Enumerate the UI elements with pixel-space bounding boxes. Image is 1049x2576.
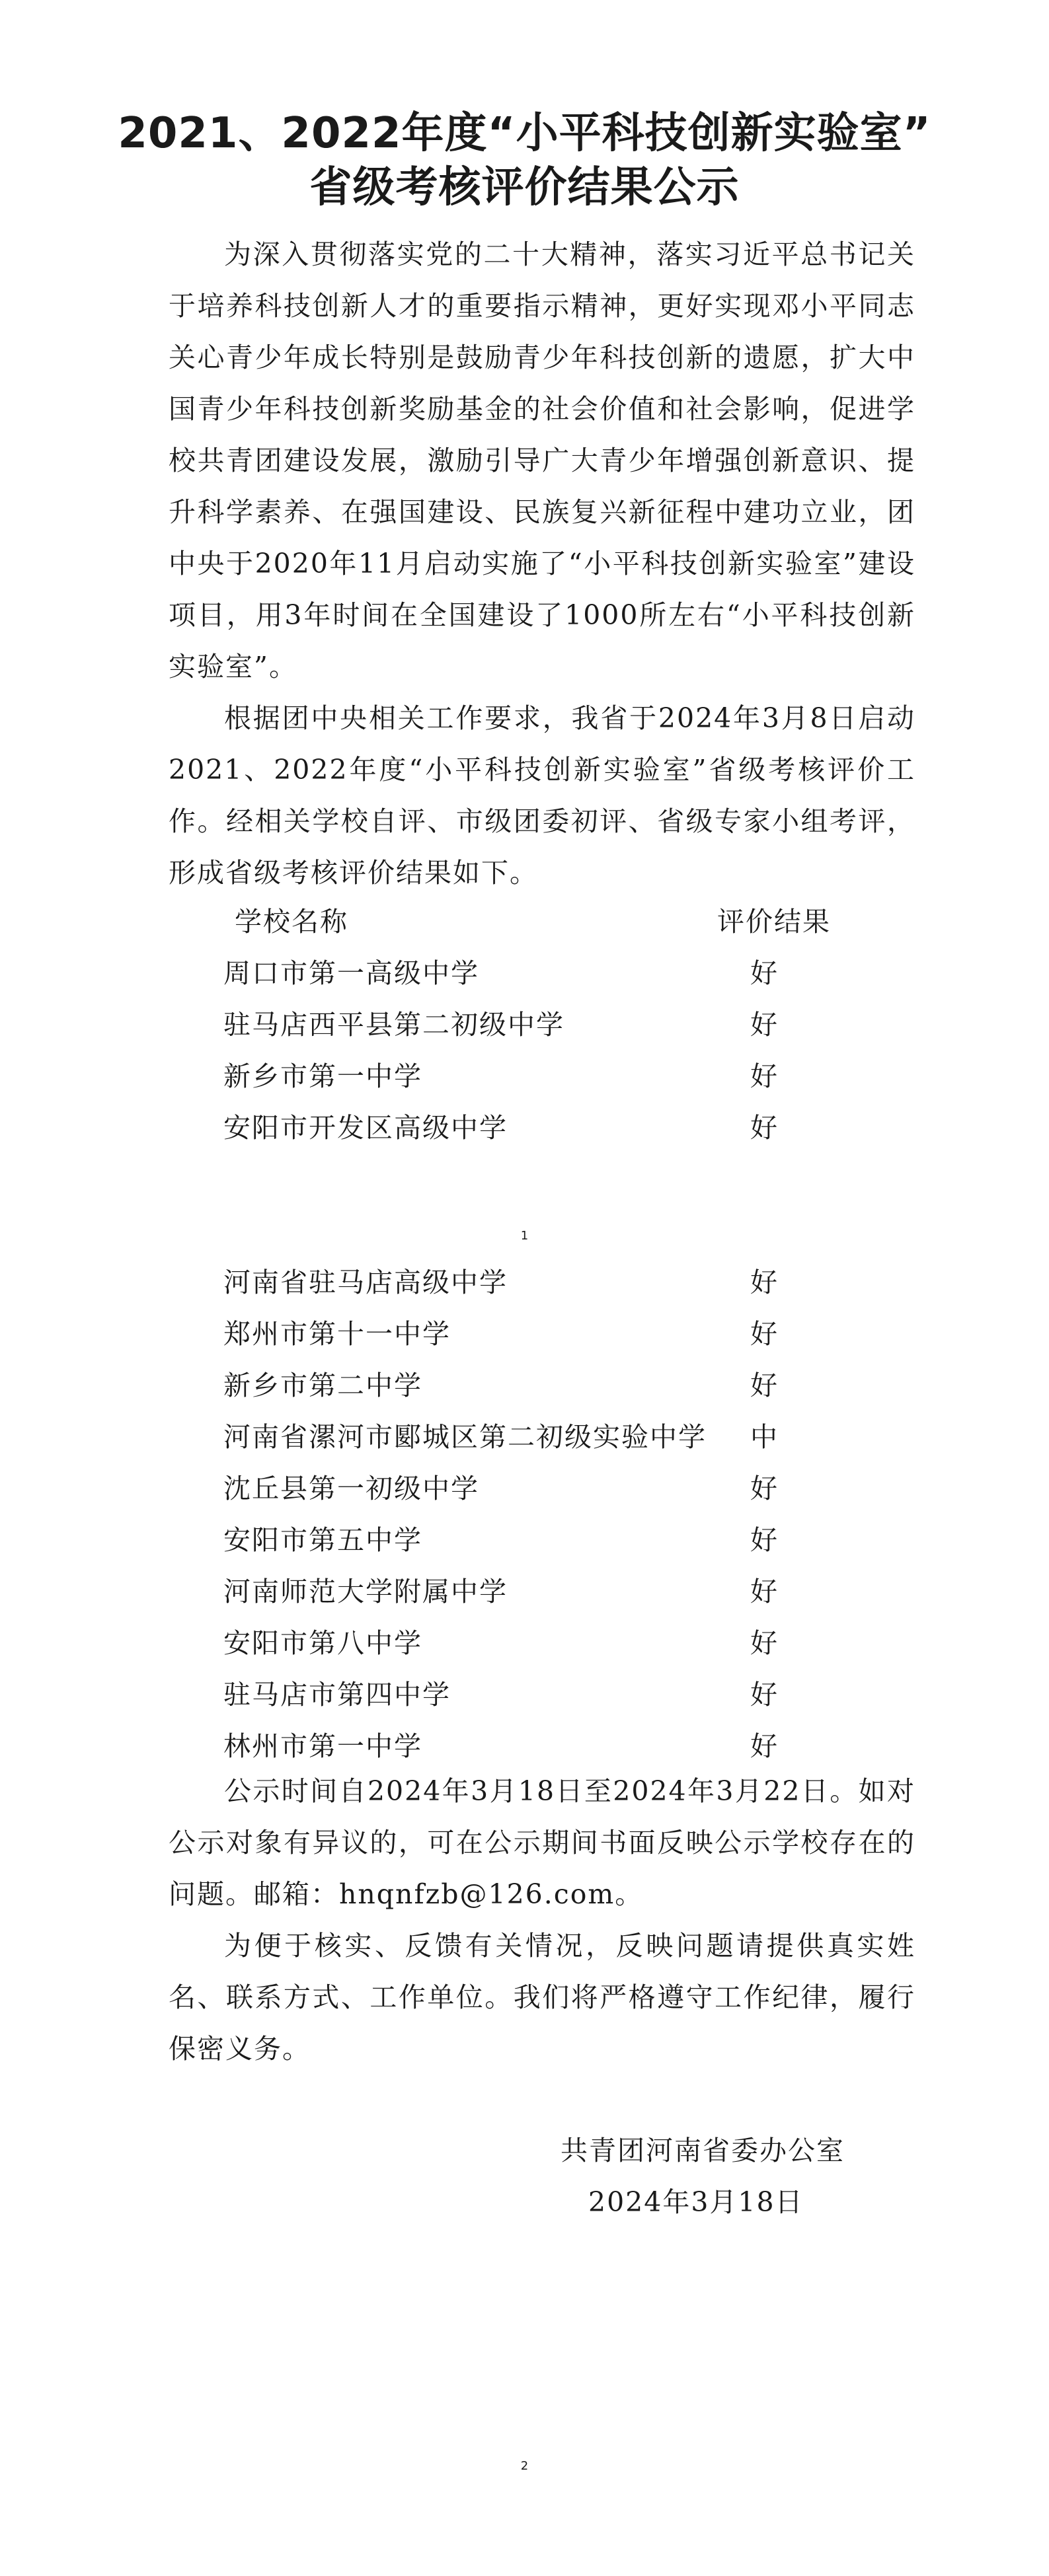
table-row [0, 1415, 1049, 1455]
evaluation-result: 好 [750, 957, 779, 989]
school-name: 新乡市第二中学 [223, 1370, 422, 1401]
procedure-paragraph: 根据团中央相关工作要求，我省于2024年3月8日启动2021、2022年度“小平科技创新实验室”省级考核评价工作。经相关学校自评、市级团委初评、省级专家小组考评，形成省级考核评价结果如下。 [169, 702, 915, 889]
evaluation-result: 好 [750, 1627, 779, 1659]
table-row [0, 951, 1049, 991]
school-name: 新乡市第一中学 [223, 1060, 422, 1092]
evaluation-result: 好 [750, 1370, 779, 1401]
school-name: 安阳市开发区高级中学 [223, 1112, 508, 1144]
school-name: 安阳市第八中学 [223, 1627, 422, 1659]
header-evaluation-result: 评价结果 [717, 906, 831, 938]
school-name: 周口市第一高级中学 [223, 957, 479, 989]
issue-date: 2024年3月18日 [588, 2186, 804, 2218]
table-header-row [0, 900, 1049, 939]
school-name: 河南省漯河市郾城区第二初级实验中学 [223, 1421, 707, 1453]
table-row [0, 1261, 1049, 1300]
school-name: 驻马店市第四中学 [223, 1679, 451, 1711]
evaluation-result: 好 [750, 1267, 779, 1298]
evaluation-result: 好 [750, 1576, 779, 1607]
document-title-line-2: 省级考核评价结果公示 [309, 163, 740, 212]
school-name: 郑州市第十一中学 [223, 1318, 451, 1350]
school-name: 林州市第一中学 [223, 1730, 422, 1762]
intro-paragraph: 为深入贯彻落实党的二十大精神，落实习近平总书记关于培养科技创新人才的重要指示精神，更好实现邓小平同志关心青少年成长特别是鼓励青少年科技创新的遗愿，扩大中国青少年科技创新奖励基金的社会价值和社会影响，促进学校共青团建设发展，激励引导广大青少年增强创新意识、提升科学素养、在强国建设、民族复兴新征程中建功立业，团中央于2020年11月启动实施了“小平科技创新实验室”建设项目，用3年时间在全国建设了1000所左右“小平科技创新实验室”。 [169, 239, 915, 682]
evaluation-result: 好 [750, 1730, 779, 1762]
issuing-organization: 共青团河南省委办公室 [561, 2135, 845, 2166]
table-row [0, 1054, 1049, 1094]
page-number: 2 [520, 2459, 529, 2473]
table-row [0, 1673, 1049, 1712]
evaluation-result: 好 [750, 1060, 779, 1092]
school-name: 安阳市第五中学 [223, 1524, 422, 1556]
table-row [0, 1621, 1049, 1661]
page-number: 1 [520, 1229, 529, 1243]
evaluation-result: 好 [750, 1473, 779, 1504]
table-row [0, 1106, 1049, 1146]
table-row [0, 1003, 1049, 1043]
table-row [0, 1312, 1049, 1352]
evaluation-result: 好 [750, 1524, 779, 1556]
confidentiality-paragraph: 为便于核实、反馈有关情况，反映问题请提供真实姓名、联系方式、工作单位。我们将严格遵守工作纪律，履行保密义务。 [169, 1930, 915, 2065]
publicity-period-paragraph: 公示时间自2024年3月18日至2024年3月22日。如对公示对象有异议的，可在公示期间书面反映公示学校存在的问题。邮箱：hnqnfzb@126.com。 [169, 1775, 915, 1910]
evaluation-result: 好 [750, 1009, 779, 1041]
evaluation-result: 好 [750, 1318, 779, 1350]
evaluation-result: 好 [750, 1112, 779, 1144]
school-name: 驻马店西平县第二初级中学 [223, 1009, 564, 1041]
document-title-line-1: 2021、2022年度“小平科技创新实验室” [118, 109, 931, 158]
table-row [0, 1570, 1049, 1609]
school-name: 河南师范大学附属中学 [223, 1576, 508, 1607]
table-row [0, 1467, 1049, 1506]
table-row [0, 1364, 1049, 1403]
header-school-name: 学校名称 [235, 906, 348, 938]
school-name: 沈丘县第一初级中学 [223, 1473, 479, 1504]
evaluation-result: 好 [750, 1679, 779, 1711]
table-row [0, 1518, 1049, 1558]
evaluation-result: 中 [750, 1421, 779, 1453]
school-name: 河南省驻马店高级中学 [223, 1267, 508, 1298]
table-row [0, 1724, 1049, 1764]
